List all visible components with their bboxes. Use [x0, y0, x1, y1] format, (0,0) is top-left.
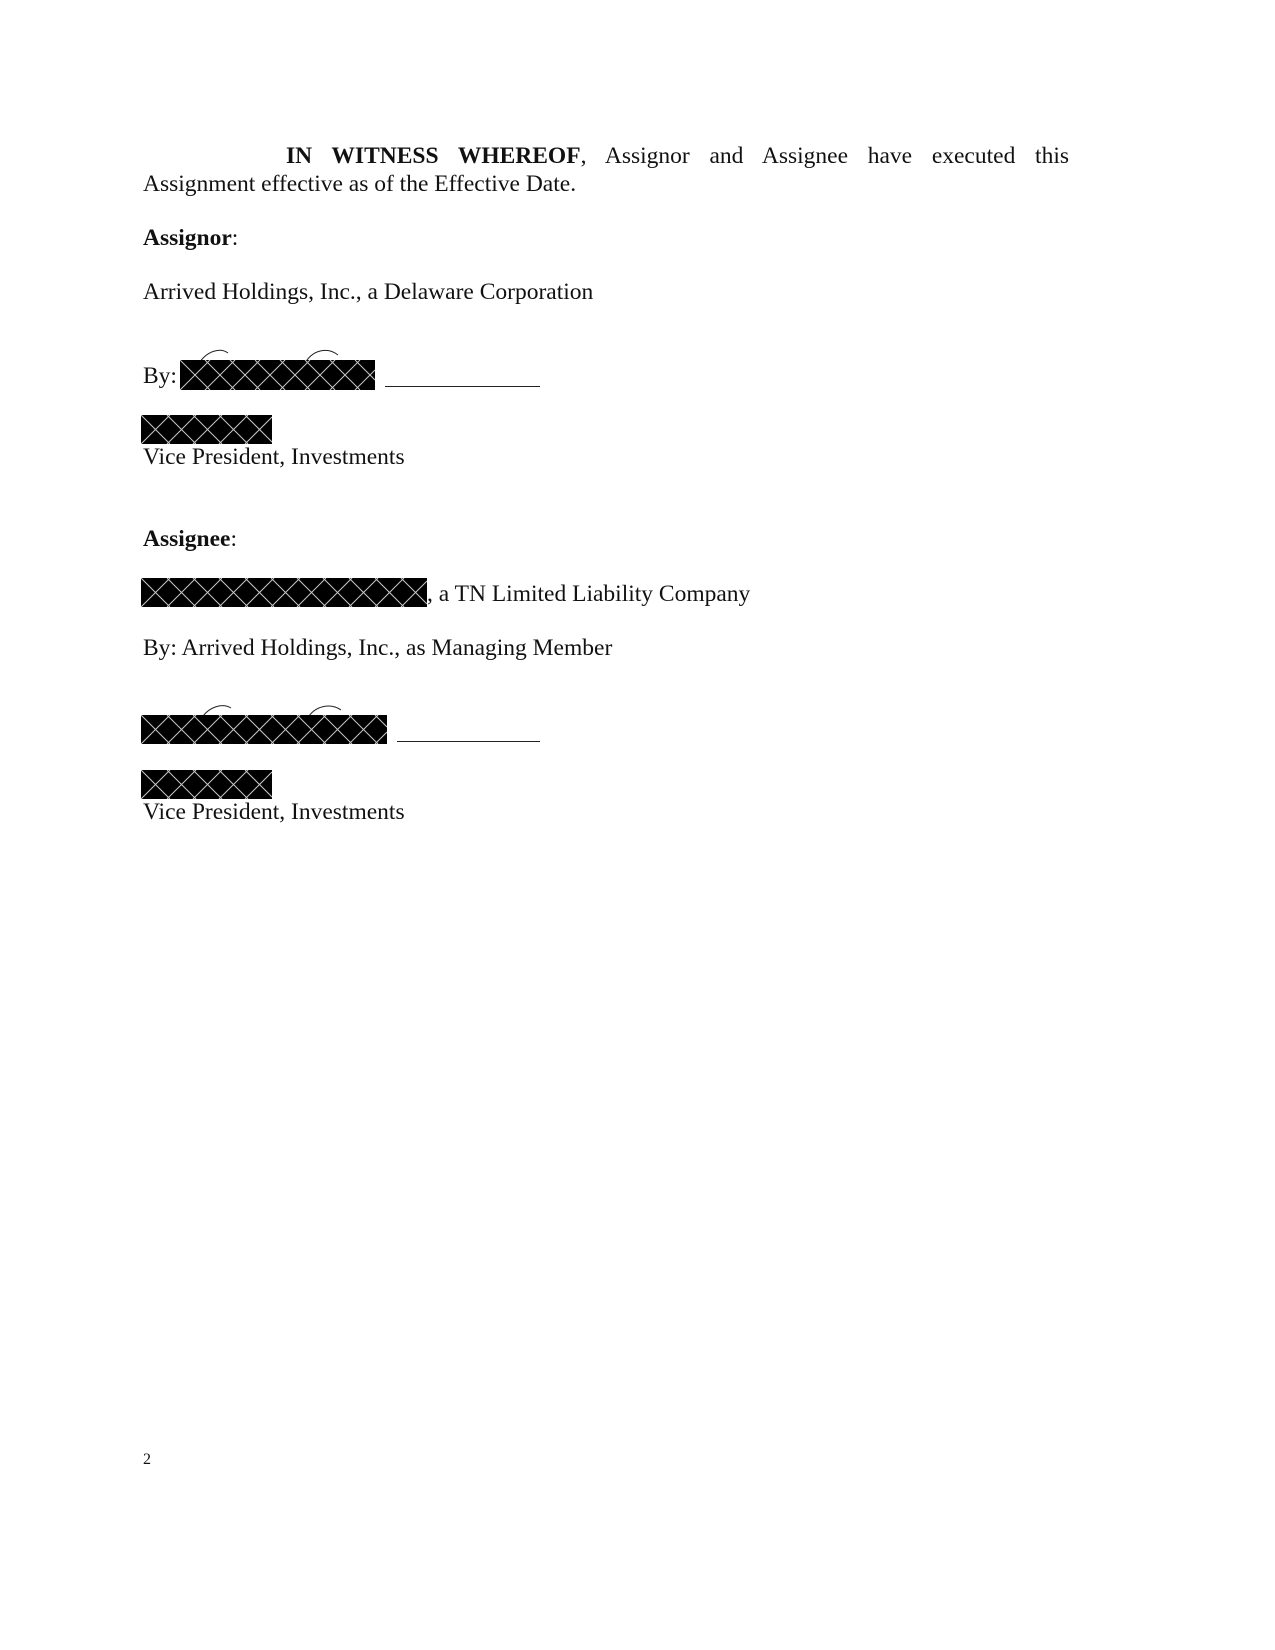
witness-paragraph: [143, 142, 1069, 198]
assignor-heading: Assignor: [143, 225, 232, 251]
signature-line: [385, 386, 540, 387]
redacted-signature: [180, 360, 375, 390]
signature-line: [397, 741, 540, 742]
assignee-title: Vice President, Investments: [143, 799, 405, 825]
redacted-name: [141, 770, 272, 799]
witness-lead: IN WITNESS WHEREOF: [286, 143, 581, 169]
assignee-heading-line: [143, 525, 237, 553]
redacted-company-name: [141, 578, 427, 607]
redacted-name: [141, 415, 272, 444]
assignee-heading: Assignee: [143, 526, 231, 552]
assignor-by-label: By:: [143, 363, 177, 389]
redacted-signature: [141, 715, 387, 744]
assignor-title: Vice President, Investments: [143, 444, 405, 470]
assignee-by-line: By: Arrived Holdings, Inc., as Managing Member: [143, 635, 613, 661]
witness-text: , Assignor and Assignee have executed this Assignment effective as of the Effective Date.: [143, 143, 1070, 197]
assignor-heading-line: [143, 224, 238, 252]
page-number: 2: [143, 1451, 151, 1468]
assignee-heading-colon: :: [230, 526, 238, 552]
assignee-entity-suffix: , a TN Limited Liability Company: [427, 581, 751, 607]
assignor-entity: Arrived Holdings, Inc., a Delaware Corporation: [143, 279, 594, 305]
assignor-heading-colon: :: [231, 225, 239, 251]
